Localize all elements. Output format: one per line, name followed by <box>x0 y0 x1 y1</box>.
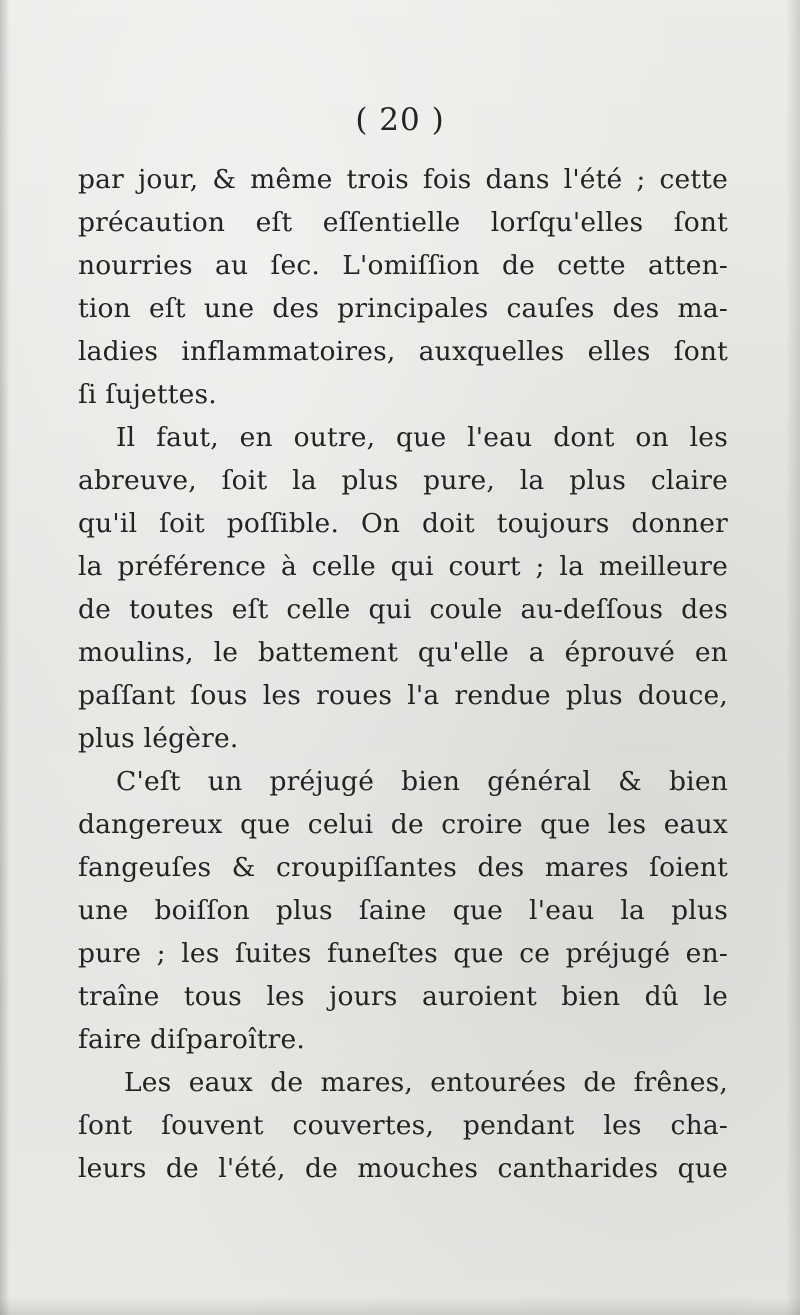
paragraph-4 <box>78 1061 728 1190</box>
text-line: abreuve, ſoit la plus pure, la plus claire <box>78 465 728 496</box>
paragraph-3 <box>78 760 728 1061</box>
text-line: leurs de l'été, de mouches cantharides que <box>78 1153 728 1184</box>
text-line: qu'il ſoit poſſible. On doit toujours donner <box>78 508 728 539</box>
text-line: tion eſt une des principales cauſes des ma- <box>78 293 728 324</box>
text-line: Il faut, en outre, que l'eau dont on les <box>116 422 728 453</box>
text-line: fangeuſes & croupiſſantes des mares ſoient <box>78 852 728 883</box>
text-line: traîne tous les jours auroient bien dû le <box>78 981 728 1012</box>
text-line: paſſant ſous les roues l'a rendue plus douce, <box>78 680 728 711</box>
page-edge-shadow-left <box>0 0 10 1315</box>
text-line: ſont ſouvent couvertes, pendant les cha- <box>78 1110 728 1141</box>
paragraph-2 <box>78 416 728 760</box>
text-line: nourries au ſec. L'omiſſion de cette atten- <box>78 250 728 281</box>
text-line: ladies inflammatoires, auxquelles elles ſont <box>78 336 728 367</box>
page-number: ( 20 ) <box>355 102 445 138</box>
text-line: plus légère. <box>78 723 239 754</box>
text-line: faire diſparoître. <box>78 1024 305 1055</box>
text-line: ſi ſujettes. <box>78 379 217 410</box>
text-line: une boiſſon plus ſaine que l'eau la plus <box>78 895 728 926</box>
text-line: pure ; les ſuites funeſtes que ce préjugé en- <box>78 938 728 969</box>
text-line: précaution eſt eſſentielle lorſqu'elles ſont <box>78 207 728 238</box>
text-line: par jour, & même trois fois dans l'été ; cette <box>78 164 728 195</box>
paragraph-1 <box>78 158 728 416</box>
page-edge-shadow-bottom <box>0 1297 800 1315</box>
text-line: dangereux que celui de croire que les eaux <box>78 809 728 840</box>
text-line: de toutes eſt celle qui coule au-deſſous des <box>78 594 728 625</box>
body-text <box>78 158 728 1190</box>
text-line: C'eſt un préjugé bien général & bien <box>116 766 728 797</box>
text-line: Les eaux de mares, entourées de frênes, <box>124 1067 728 1098</box>
text-line: la préférence à celle qui court ; la meilleure <box>78 551 728 582</box>
page-edge-shadow-right <box>786 0 800 1315</box>
text-line: moulins, le battement qu'elle a éprouvé en <box>78 637 728 668</box>
